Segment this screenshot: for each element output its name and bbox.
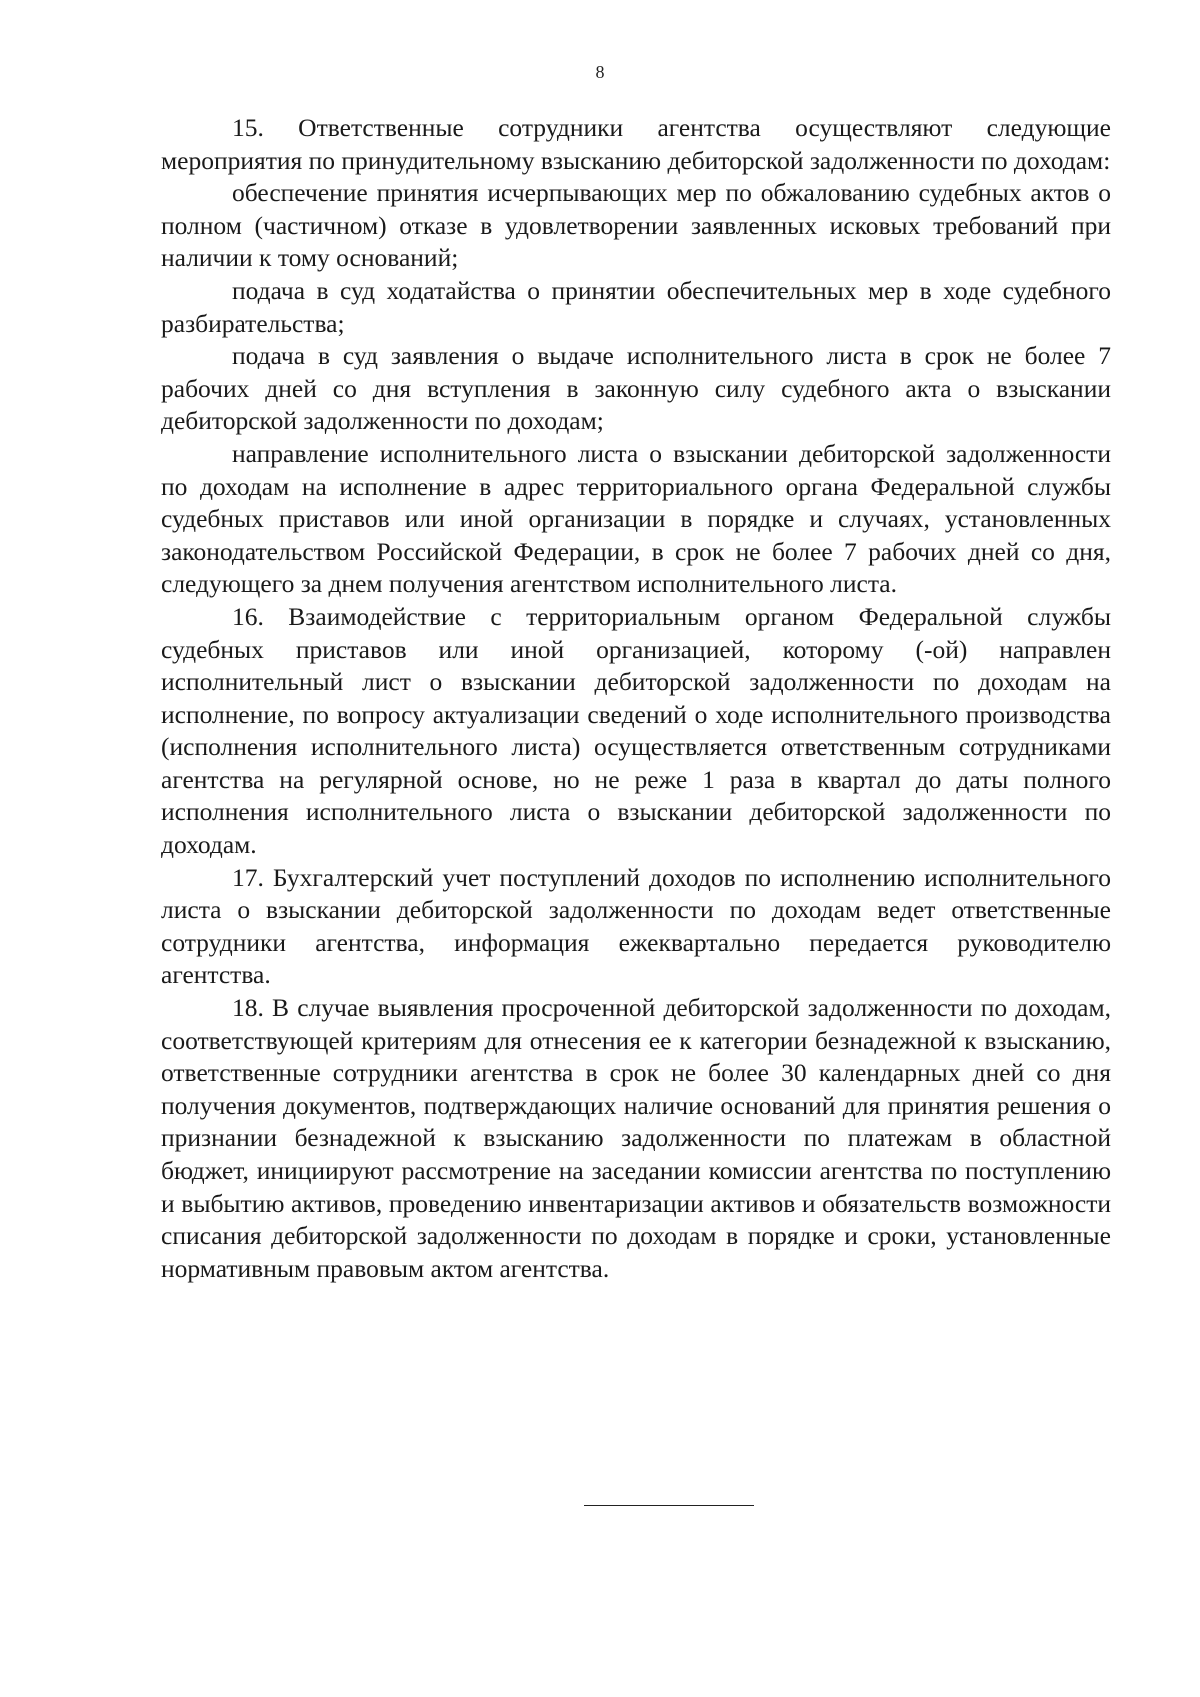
paragraph-15-item-appeal: обеспечение принятия исчерпывающих мер по обжалованию судебных актов о полном (частичном) отказе в удовлетворении заявленных исковых требований при наличии к тому оснований;: [161, 178, 1111, 273]
paragraph-17: 17. Бухгалтерский учет поступлений доходов по исполнению исполнительного листа о взыскании дебиторской задолженности по доходам ведет ответственные сотрудники агентства, информация ежеквартально передается руководителю агентства.: [161, 862, 1111, 990]
paragraph-15-item-writ-submission: направление исполнительного листа о взыскании дебиторской задолженности по доходам на исполнение в адрес территориального органа Федеральной службы судебных приставов или иной организации в порядке и случаях, установленных законодательством Российской Федерации, в срок не более 7 рабочих дней со дня, следующего за днем получения агентством исполнительного листа.: [161, 438, 1111, 599]
paragraph-18: 18. В случае выявления просроченной дебиторской задолженности по доходам, соответствующей критериям для отнесения ее к категории безнадежной к взысканию, ответственные сотрудники агентства в срок не более 30 календарных дней со дня получения документов, подтверждающих наличие оснований для принятия решения о признании безнадежной к взысканию задолженности по платежам в областной бюджет, инициируют рассмотрение на заседании комиссии агентства по поступлению и выбытию активов, проведению инвентаризации активов и обязательств возможности списания дебиторской задолженности по доходам в порядке и сроки, установленные нормативным правовым актом агентства.: [161, 993, 1111, 1283]
paragraph-16: 16. Взаимодействие с территориальным органом Федеральной службы судебных приставов или иной организацией, которому (-ой) направлен исполнительный лист о взыскании дебиторской задолженности по доходам на исполнение, по вопросу актуализации сведений о ходе исполнительного производства (исполнения исполнительного листа) осуществляется ответственным сотрудниками агентства на регулярной основе, но не реже 1 раза в квартал до даты полного исполнения исполнительного листа о взыскании дебиторской задолженности по доходам.: [161, 601, 1111, 860]
paragraph-15-item-writ-request: подача в суд заявления о выдаче исполнительного листа в срок не более 7 рабочих дней со дня вступления в законную силу судебного акта о взыскании дебиторской задолженности по доходам;: [161, 341, 1111, 436]
page-number: 8: [595, 62, 605, 82]
end-of-text-rule: [584, 1505, 754, 1506]
document-body: [161, 112, 1111, 1285]
paragraph-15-item-interim-measures: подача в суд ходатайства о принятии обеспечительных мер в ходе судебного разбирательства;: [161, 275, 1111, 338]
paragraph-15: 15. Ответственные сотрудники агентства осуществляют следующие мероприятия по принудительному взысканию дебиторской задолженности по доходам:: [161, 113, 1111, 175]
